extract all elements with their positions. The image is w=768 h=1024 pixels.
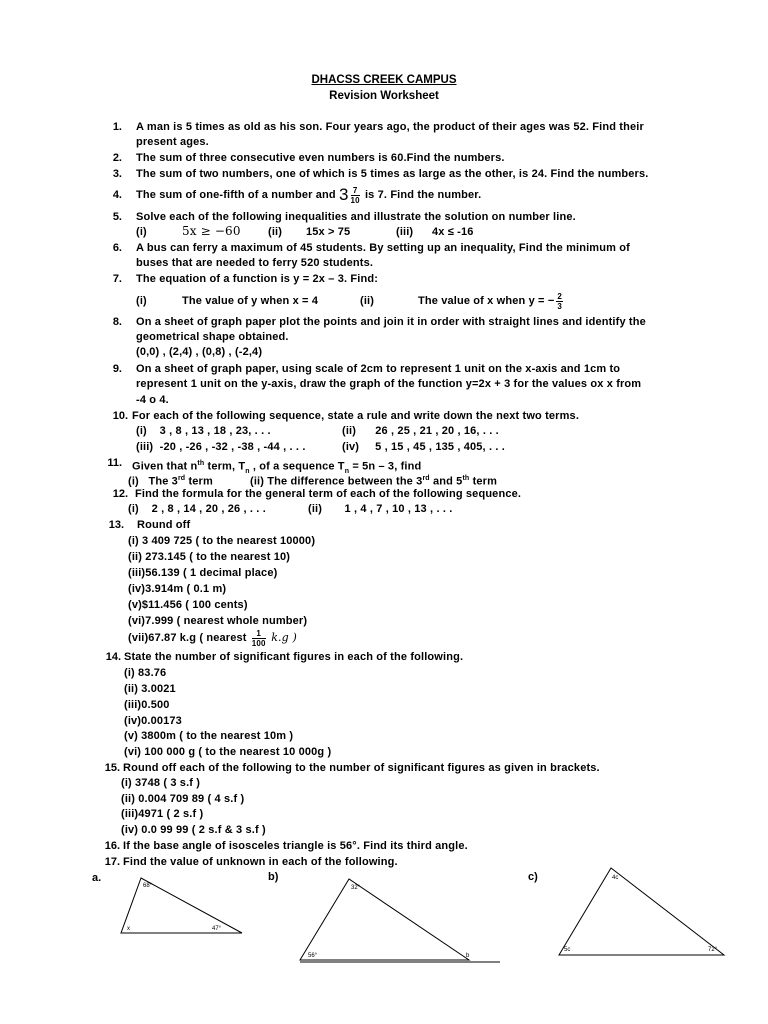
triangle-b-top-angle: 32° [351, 885, 361, 891]
q11-part1-text: (i) The 3 [128, 475, 178, 488]
worksheet-subtitle: Revision Worksheet [329, 90, 439, 102]
q11-part2-sup: rd [422, 475, 430, 482]
triangle-a-right-angle: 47° [212, 926, 222, 932]
q9-number: 9. [112, 363, 122, 375]
q7-fraction-num: 2 [557, 291, 563, 301]
q9-line3: -4 o 4. [136, 394, 169, 406]
q2-number: 2. [112, 152, 122, 164]
q9-line2: represent 1 unit on the y-axis, draw the graph of the function y=2x + 3 for the values ox x from [136, 378, 642, 390]
q13-line1: Round off [137, 519, 191, 531]
q14-number: 14. [105, 651, 121, 663]
q7-part1: The value of y when x = 4 [182, 295, 319, 307]
q15-item-ii: (ii) 0.004 709 89 ( 4 s.f ) [121, 793, 245, 805]
q16-line1: If the base angle of isosceles triangle is 56°. Find its third angle. [123, 840, 468, 852]
q13-item-v: (v)$11.456 ( 100 cents) [128, 599, 248, 611]
q6-line2: buses that are needed to ferry 520 students. [136, 257, 374, 269]
q13-item-vi: (vi)7.999 ( nearest whole number) [128, 615, 308, 627]
q13-item-vii-unit: k.g ) [267, 631, 297, 644]
triangle-b-left-angle: 56° [308, 953, 318, 959]
q7-line1: The equation of a function is y = 2x – 3. Find: [136, 273, 379, 285]
q17-line1: Find the value of unknown in each of the following. [123, 856, 398, 868]
q4-text-b: is 7. Find the number. [361, 189, 482, 201]
school-title: DHACSS CREEK CAMPUS [311, 74, 457, 86]
q10-seq-ii: (ii) 26 , 25 , 21 , 20 , 16, . . . [342, 425, 499, 437]
q11-part2-text: (ii) The difference between the 3 [250, 475, 423, 488]
q2-line1: The sum of three consecutive even numbers is 60.Find the numbers. [136, 152, 505, 164]
q5-part3-label: (iii) [396, 226, 414, 238]
figure-b-label: b) [268, 871, 279, 883]
q13-fraction-den: 100 [251, 638, 266, 648]
triangle-c-left-angle: 5c [564, 947, 571, 953]
q11-part1-sup: rd [177, 475, 186, 482]
q3-number: 3. [112, 168, 122, 180]
q11-text-a: Given that n [132, 460, 198, 473]
triangle-b-exterior-angle: b [466, 953, 470, 959]
q6-line1: A bus can ferry a maximum of 45 students. By setting up an inequality, Find the minimum of [136, 242, 630, 254]
q13-item-i: (i) 3 409 725 ( to the nearest 10000) [128, 535, 316, 547]
q14-item-vi: (vi) 100 000 g ( to the nearest 10 000g ) [124, 746, 332, 758]
q13-item-iv: (iv)3.914m ( 0.1 m) [128, 583, 227, 595]
q11-part2-end: term [469, 475, 498, 488]
q7-part2-label: (ii) [360, 295, 375, 307]
q1-number: 1. [112, 121, 122, 133]
q11-sub: n [245, 467, 250, 475]
q4-number: 4. [112, 189, 122, 201]
triangle-a [121, 878, 242, 933]
q8-number: 8. [112, 316, 122, 328]
q8-points: (0,0) , (2,4) , (0,8) , (-2,4) [136, 346, 263, 358]
q7-part2-text: The value of x when y = − [418, 295, 555, 307]
q11-sup: th [197, 460, 205, 467]
q7-fraction-den: 3 [557, 301, 563, 311]
triangle-c-top-angle: 4c [612, 875, 619, 881]
q11-part2-sup2: th [462, 475, 470, 482]
q11-text-c: , of a sequence T [249, 460, 345, 473]
q11-part2-mid: and 5 [429, 475, 463, 488]
q10-line1: For each of the following sequence, state a rule and write down the next two terms. [132, 410, 580, 422]
q6-number: 6. [112, 242, 122, 254]
q11-part1-end: term [185, 475, 213, 488]
triangle-a-left-angle: x [127, 926, 130, 932]
q11-number: 11. [107, 457, 122, 469]
q1-line2: present ages. [136, 136, 209, 148]
triangle-b [300, 879, 500, 962]
q14-item-iv: (iv)0.00173 [124, 715, 182, 727]
q5-number: 5. [112, 211, 122, 223]
q10-seq-i: (i) 3 , 8 , 13 , 18 , 23, . . . [136, 425, 271, 437]
q11-text-b: term, T [204, 460, 246, 473]
q5-part2: 15x > 75 [306, 226, 351, 238]
q13-item-iii: (iii)56.139 ( 1 decimal place) [128, 567, 278, 579]
q11-text-d: = 5n – 3, find [349, 460, 422, 473]
q5-part2-label: (ii) [268, 226, 283, 238]
q4-mixed-whole: 3 [338, 185, 349, 204]
q7-number: 7. [112, 273, 122, 285]
q4-fraction-den: 10 [350, 195, 360, 205]
q15-line1: Round off each of the following to the number of significant figures as given in brackets. [123, 762, 600, 774]
q5-line1: Solve each of the following inequalities and illustrate the solution on number line. [136, 211, 576, 223]
q5-part3: 4x ≤ -16 [432, 226, 474, 238]
q14-item-iii: (iii)0.500 [124, 699, 170, 711]
q8-line1: On a sheet of graph paper plot the points and join it in order with straight lines and identify the [136, 316, 646, 328]
figure-a-label: a. [92, 872, 102, 884]
q11-sub2: n [344, 467, 350, 475]
q5-part1-label: (i) [136, 226, 147, 238]
q8-line2: geometrical shape obtained. [136, 331, 289, 343]
q10-seq-iii: (iii) -20 , -26 , -32 , -38 , -44 , . . . [136, 441, 306, 453]
triangle-c [559, 868, 724, 955]
q1-line1: A man is 5 times as old as his son. Four years ago, the product of their ages was 52. Find their [136, 121, 644, 133]
q15-item-iii: (iii)4971 ( 2 s.f ) [121, 808, 204, 820]
q12-number: 12. [112, 488, 128, 500]
q12-seq-ii: (ii) 1 , 4 , 7 , 10 , 13 , . . . [308, 503, 453, 515]
q9-line1: On a sheet of graph paper, using scale of 2cm to represent 1 unit on the x-axis and 1cm to [136, 363, 621, 375]
triangle-c-right-angle: 72° [708, 947, 718, 953]
q14-line1: State the number of significant figures in each of the following. [124, 651, 464, 663]
q12-line1: Find the formula for the general term of each of the following sequence. [135, 488, 522, 500]
q15-item-i: (i) 3748 ( 3 s.f ) [121, 777, 201, 789]
q13-item-vii-text: (vii)67.87 k.g ( nearest [128, 632, 250, 644]
q3-line1: The sum of two numbers, one of which is 5 times as large as the other, is 24. Find the numbers. [136, 168, 649, 180]
figure-c-label: c) [528, 871, 538, 883]
q13-fraction-num: 1 [252, 629, 266, 639]
q15-item-iv: (iv) 0.0 99 99 ( 2 s.f & 3 s.f ) [121, 824, 266, 836]
triangle-a-top-angle: 68° [143, 883, 153, 889]
q14-item-ii: (ii) 3.0021 [124, 683, 176, 695]
q5-part1: 5x ≥ −60 [182, 224, 241, 238]
q7-part1-label: (i) [136, 295, 147, 307]
q14-item-v: (v) 3800m ( to the nearest 10m ) [124, 730, 294, 742]
q16-number: 16. [104, 840, 120, 852]
q14-item-i: (i) 83.76 [124, 667, 167, 679]
q13-item-ii: (ii) 273.145 ( to the nearest 10) [128, 551, 291, 563]
q10-number: 10. [112, 410, 128, 422]
q13-number: 13. [108, 519, 124, 531]
q15-number: 15. [104, 762, 120, 774]
q10-seq-iv: (iv) 5 , 15 , 45 , 135 , 405, . . . [342, 441, 505, 453]
q12-seq-i: (i) 2 , 8 , 14 , 20 , 26 , . . . [128, 503, 266, 515]
q4-text-a: The sum of one-fifth of a number and [136, 189, 339, 201]
q17-number: 17. [104, 856, 120, 868]
q4-fraction-num: 7 [351, 186, 360, 196]
